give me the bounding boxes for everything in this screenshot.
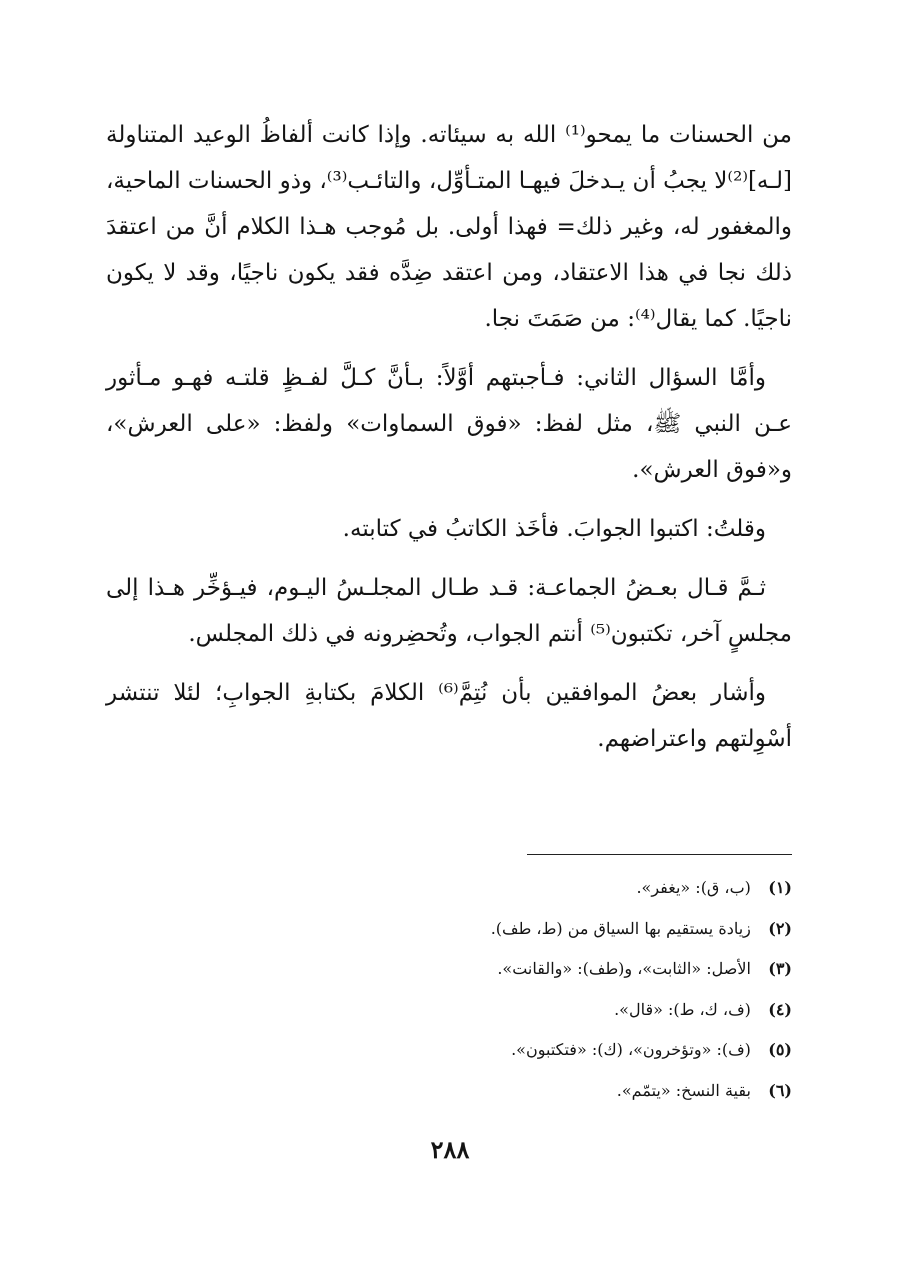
- footnote-separator: [527, 854, 792, 855]
- footnote-number: (١): [768, 878, 792, 897]
- footnote-number: (٦): [768, 1080, 792, 1100]
- page-number: ٢٨٨: [430, 1135, 470, 1164]
- footnote-2: [200, 909, 792, 950]
- paragraph-3: وقلتُ: اكتبوا الجوابَ. فأخَذ الكاتبُ في كتابته.: [342, 516, 766, 542]
- footnote-text: (ب، ق): «يغفر».: [636, 878, 751, 897]
- paragraph-1: من الحسنات ما يمحو⁽¹⁾ الله به سيئاته. وإذا كانت ألفاظُ الوعيد المتناولة [لـه]⁽²⁾لا يجبُ أن يـدخلَ فيهـا المتـأوِّل، والتائـب⁽³⁾، وذو الحسنات الماحية، والمغفور له، وغير ذلك= فهذا أولى. بل مُوجب هـذا الكلام أنَّ من اعتقدَ ذلك نجا في هذا الاعتقاد، ومن اعتقد ضِدَّه فقد يكون ناجيًا، وقد لا يكون ناجيًا. كما يقال⁽⁴⁾: من صَمَتَ نجا.: [106, 122, 792, 332]
- main-text: [106, 112, 792, 775]
- footnote-text: (ف، ك، ط): «قال».: [614, 999, 751, 1019]
- footnote-number: (٤): [768, 999, 792, 1019]
- footnotes: [200, 868, 792, 1111]
- footnote-1: [200, 868, 792, 909]
- footnote-text: (ف): «وتؤخرون»، (ك): «فتكتبون».: [511, 1040, 751, 1059]
- footnote-3: [200, 949, 792, 990]
- paragraph-4: ثـمَّ قـال بعـضُ الجماعـة: قـد طـال المجلـسُ اليـوم، فيـؤخِّر هـذا إلى مجلسٍ آخر، تكتبون⁽⁵⁾ أنتم الجواب، وتُحضِرونه في ذلك المجلس.: [106, 575, 792, 647]
- footnote-text: الأصل: «الثابت»، و(طف): «والقانت».: [497, 959, 751, 978]
- footnote-4: [200, 990, 792, 1031]
- footnote-number: (٣): [768, 959, 792, 978]
- footnote-6: [200, 1071, 792, 1112]
- footnote-number: (٢): [768, 918, 792, 938]
- footnote-text: بقية النسخ: «يتمّم».: [616, 1080, 751, 1100]
- footnote-number: (٥): [768, 1040, 792, 1059]
- paragraph-2: وأمَّا السؤال الثاني: فـأجبتهم أوَّلاً: بـأنَّ كـلَّ لفـظٍ قلتـه فهـو مـأثور عـن النبي ﷺ، مثل لفظ: «فوق السماوات» ولفظ: «على العرش»، و«فوق العرش».: [106, 365, 792, 483]
- footnote-5: [200, 1030, 792, 1071]
- paragraph-5: وأشار بعضُ الموافقين بأن نُتِمَّ⁽⁶⁾ الكلامَ بكتابةِ الجوابِ؛ لئلا تنتشر أسْوِلتهم واعتراضهم.: [106, 680, 792, 752]
- footnote-text: زيادة يستقيم بها السياق من (ط، طف).: [490, 918, 751, 938]
